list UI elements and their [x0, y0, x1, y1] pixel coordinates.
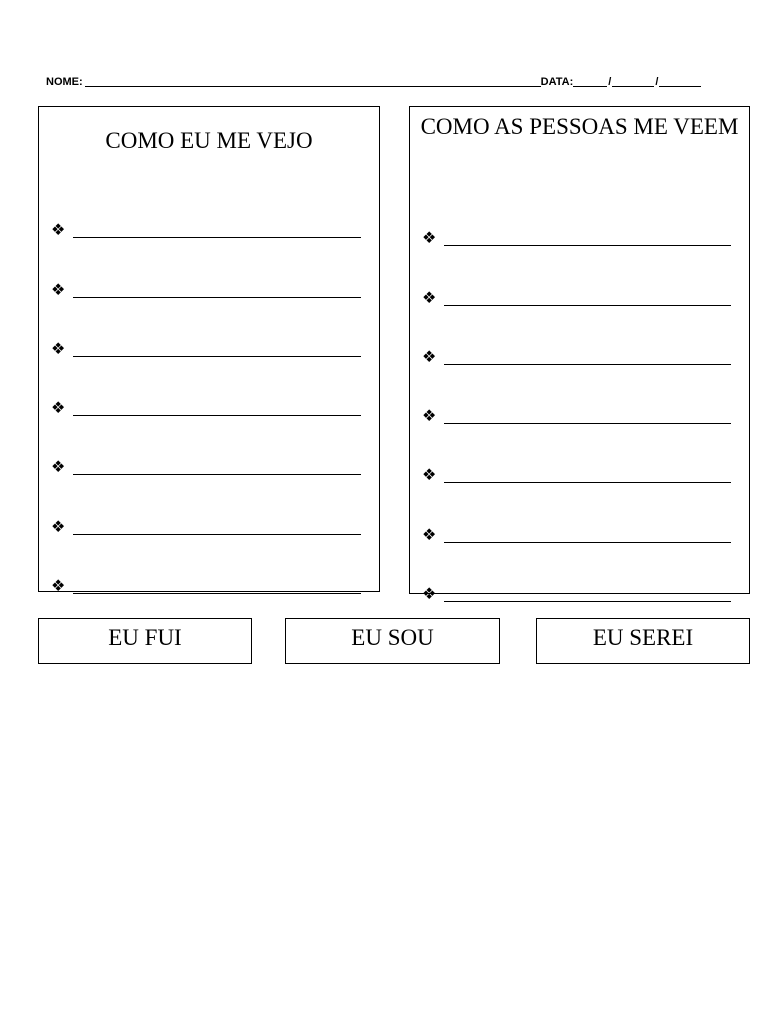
answer-line-item	[422, 424, 731, 483]
diamond-bullet-icon: ❖	[422, 406, 437, 426]
answer-line[interactable]	[73, 219, 361, 238]
answer-line[interactable]	[73, 575, 361, 594]
answer-line[interactable]	[444, 464, 731, 483]
others-view-box	[409, 106, 750, 604]
answer-line-item	[422, 543, 731, 602]
answer-line-item	[422, 187, 731, 246]
diamond-bullet-icon: ❖	[422, 287, 437, 307]
answer-line-item	[51, 416, 361, 475]
answer-line[interactable]	[444, 524, 731, 543]
answer-line[interactable]	[73, 338, 361, 357]
date-separator-2: /	[655, 76, 659, 88]
date-separator-1: /	[608, 76, 612, 88]
diamond-bullet-icon: ❖	[51, 457, 66, 477]
name-label: NOME:	[46, 76, 83, 88]
answer-line-item	[422, 246, 731, 305]
answer-line[interactable]	[444, 287, 731, 306]
answer-line[interactable]	[73, 279, 361, 298]
diamond-bullet-icon: ❖	[422, 584, 437, 604]
diamond-bullet-icon: ❖	[51, 338, 66, 358]
diamond-bullet-icon: ❖	[51, 279, 66, 299]
others-view-lines	[422, 187, 731, 602]
date-month-line[interactable]	[612, 74, 654, 87]
answer-line-item	[51, 535, 361, 594]
answer-line[interactable]	[73, 456, 361, 475]
eu-sou-label: EU SOU	[285, 618, 500, 664]
answer-line[interactable]	[444, 405, 731, 424]
eu-serei-label: EU SEREI	[536, 618, 750, 664]
diamond-bullet-icon: ❖	[422, 524, 437, 544]
self-view-box	[38, 106, 380, 596]
answer-line-item	[51, 298, 361, 357]
answer-line[interactable]	[73, 397, 361, 416]
answer-line[interactable]	[444, 227, 731, 246]
answer-line-item	[422, 483, 731, 542]
diamond-bullet-icon: ❖	[51, 220, 66, 240]
header-row	[46, 74, 726, 90]
diamond-bullet-icon: ❖	[51, 398, 66, 418]
diamond-bullet-icon: ❖	[422, 465, 437, 485]
answer-line-item	[51, 238, 361, 297]
diamond-bullet-icon: ❖	[422, 228, 437, 248]
self-view-title: COMO EU ME VEJO	[105, 128, 313, 153]
answer-line-item	[51, 179, 361, 238]
eu-fui-label: EU FUI	[38, 618, 252, 664]
others-view-title: COMO AS PESSOAS ME VEEM	[420, 114, 739, 139]
date-year-line[interactable]	[659, 74, 701, 87]
answer-line-item	[422, 306, 731, 365]
answer-line[interactable]	[444, 583, 731, 602]
diamond-bullet-icon: ❖	[51, 576, 66, 596]
answer-line[interactable]	[73, 516, 361, 535]
answer-line-item	[51, 357, 361, 416]
answer-line-item	[422, 365, 731, 424]
date-label: DATA:	[540, 76, 574, 88]
diamond-bullet-icon: ❖	[422, 346, 437, 366]
self-view-lines	[51, 179, 361, 594]
diamond-bullet-icon: ❖	[51, 516, 66, 536]
answer-line[interactable]	[444, 346, 731, 365]
name-field-line[interactable]	[85, 74, 541, 87]
date-day-line[interactable]	[573, 74, 607, 87]
answer-line-item	[51, 475, 361, 534]
